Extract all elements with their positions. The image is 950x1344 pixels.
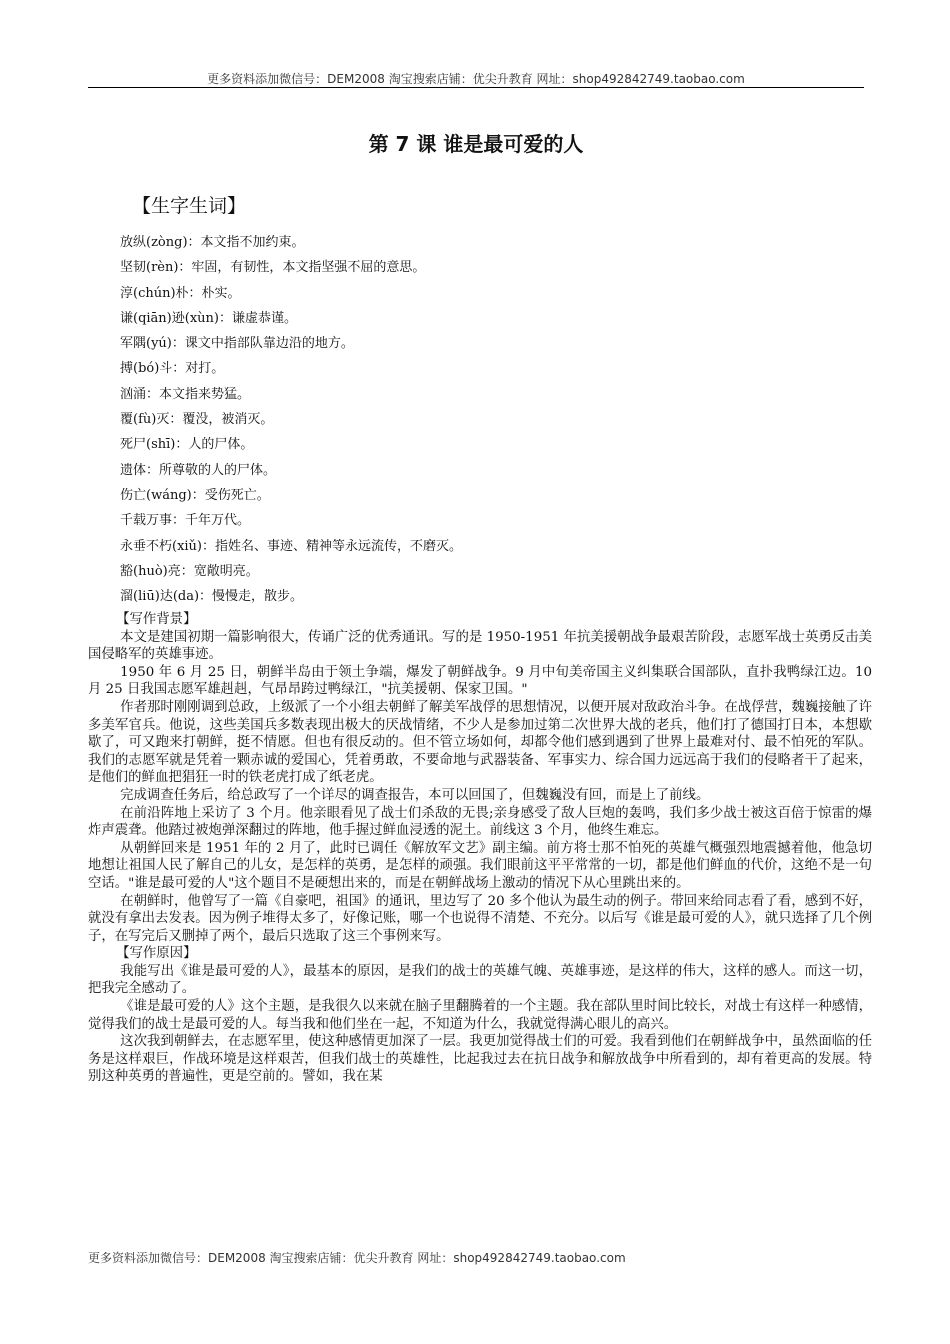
vocab-item: 永垂不朽(xiǔ)：指姓名、事迹、精神等永远流传，不磨灭。 [120,538,463,554]
header-divider [88,87,864,88]
vocab-item: 汹涌：本文指来势猛。 [120,386,251,402]
paragraph: 在前沿阵地上采访了 3 个月。他亲眼看见了战士们杀敌的无畏;亲身感受了敌人巨炮的轰鸣，我们多少战士被这百倍于惊雷的爆炸声震聋。他踏过被炮弹深翻过的阵地，他手握过鲜血浸透的泥土。前线这 3 个月，他终生难忘。 [88,805,872,839]
vocab-item: 放纵(zòng)：本文指不加约束。 [120,235,305,250]
section-heading-background: 【写作背景】 [116,612,197,627]
vocab-item: 豁(huò)亮：宽敞明亮。 [120,563,259,579]
paragraph: 我能写出《谁是最可爱的人》，最基本的原因，是我们的战士的英雄气魄、英雄事迹，是这样的伟大，这样的感人。而这一切，把我完全感动了。 [88,963,872,997]
section-heading-reason: 【写作原因】 [116,946,197,962]
article-body [88,611,872,1086]
paragraph: 作者那时刚刚调到总政，上级派了一个小组去朝鲜了解美军战俘的思想情况，以便开展对敌政治斗争。在战俘营，魏巍接触了许多美军官兵。他说，这些美国兵多数表现出极大的厌战情绪，不少人是参加过第二次世界大战的老兵，他们打了德国打日本，本想歇歇了，可又跑来打朝鲜，挺不情愿。但也有很反动的。但不管立场如何，却都令他们感到遇到了世界上最难对付、最不怕死的军队。我们的志愿军就是凭着一颗赤诚的爱国心，凭着勇敢，不要命地与武器装备、军事实力、综合国力远远高于我们的侵略者干了起来，是他们的鲜血把猖狂一时的铁老虎打成了纸老虎。 [88,699,872,786]
page-title: 第 7 课 谁是最可爱的人 [368,132,584,156]
vocab-item: 坚韧(rèn)：牢固，有韧性，本文指坚强不屈的意思。 [120,260,426,276]
vocab-item: 死尸(shī)：人的尸体。 [120,437,254,453]
paragraph: 在朝鲜时，他曾写了一篇《自豪吧，祖国》的通讯，里边写了 20 多个他认为最生动的例子。带回来给同志看了看，感到不好，就没有拿出去发表。因为例子堆得太多了，好像记账，哪一个也说得不清楚、不充分。以后写《谁是最可爱的人》，就只选择了几个例子，在写完后又删掉了两个，最后只选取了这三个事例来写。 [88,893,872,944]
vocab-item: 军隅(yú)：课文中指部队靠边沿的地方。 [120,336,354,352]
page-footer: 更多资料添加微信号：DEM2008 淘宝搜索店铺：优尖升教育 网址：shop492842749.taobao.com [88,1251,626,1265]
vocab-item: 淳(chún)朴：朴实。 [120,285,241,301]
vocab-item: 谦(qiān)逊(xùn)：谦虚恭谨。 [120,310,297,326]
vocab-item: 覆(fù)灭：覆没，被消灭。 [120,412,274,428]
vocab-item: 伤亡(wáng)：受伤死亡。 [120,487,270,503]
paragraph: 本文是建国初期一篇影响很大，传诵广泛的优秀通讯。写的是 1950-1951 年抗美援朝战争最艰苦阶段，志愿军战士英勇反击美国侵略军的英雄事迹。 [88,629,872,663]
paragraph: 这次我到朝鲜去，在志愿军里，使这种感情更加深了一层。我更加觉得战士们的可爱。我看到他们在朝鲜战争中，虽然面临的任务是这样艰巨，作战环境是这样艰苦，但我们战士的英雄性，比起我过去在抗日战争和解放战争中所看到的，却有着更高的发展。特别这种英勇的普遍性，更是空前的。譬如，我在某 [88,1034,872,1085]
vocab-item: 搏(bó)斗：对打。 [120,361,225,377]
paragraph: 完成调查任务后，给总政写了一个详尽的调查报告，本可以回国了，但魏巍没有回，而是上了前线。 [120,787,710,803]
paragraph: 1950 年 6 月 25 日，朝鲜半岛由于领土争端，爆发了朝鲜战争。9 月中旬美帝国主义纠集联合国部队，直扑我鸭绿江边。10 月 25 日我国志愿军雄赳赳，气昂昂跨过鸭绿江，"抗美援朝、保家卫国。" [88,664,872,698]
page-header: 更多资料添加微信号：DEM2008 淘宝搜索店铺：优尖升教育 网址：shop492842749.taobao.com [207,72,745,86]
vocab-item: 溜(liū)达(da)：慢慢走，散步。 [120,589,304,605]
vocab-item: 千载万事：千年万代。 [120,513,251,529]
vocab-item: 遗体：所尊敬的人的尸体。 [120,462,277,478]
vocab-list [120,233,462,612]
vocab-heading: 【生字生词】 [132,195,247,217]
paragraph: 从朝鲜回来是 1951 年的 2 月了，此时已调任《解放军文艺》副主编。前方将士那不怕死的英雄气概强烈地震撼着他，他急切地想让祖国人民了解自己的儿女，是怎样的英勇，是怎样的顽强。我们眼前这平平常常的一切，都是他们鲜血的代价，这绝不是一句空话。"谁是最可爱的人"这个题目不是硬想出来的，而是在朝鲜战场上激动的情况下从心里跳出来的。 [88,840,872,891]
paragraph: 《谁是最可爱的人》这个主题，是我很久以来就在脑子里翻腾着的一个主题。我在部队里时间比较长，对战士有这样一种感情，觉得我们的战士是最可爱的人。每当我和他们坐在一起，不知道为什么，我就觉得满心眼儿的高兴。 [88,999,872,1032]
